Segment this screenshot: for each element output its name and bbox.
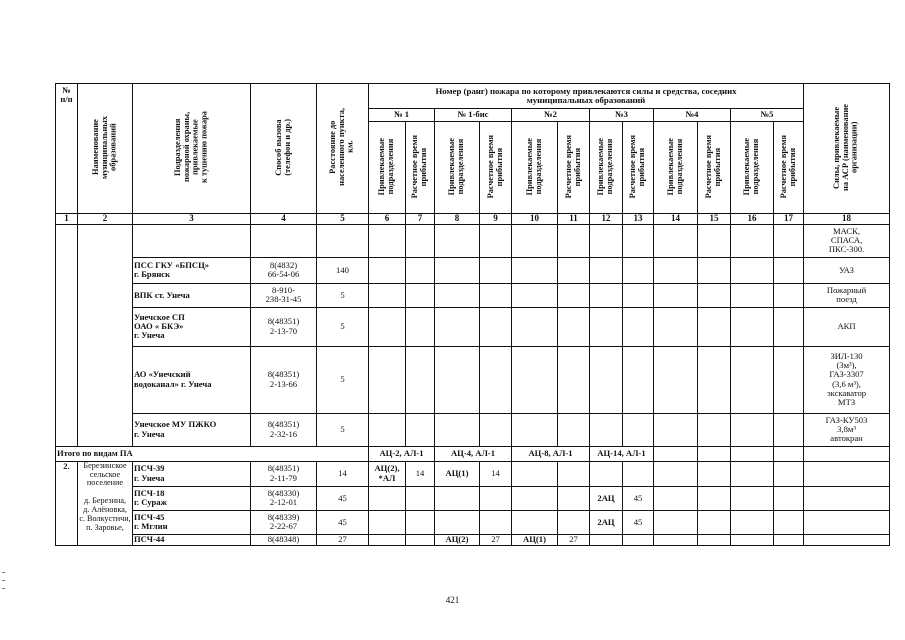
column-number: 8 (435, 214, 480, 225)
header-sub-units: Привлекаемые подразделения (590, 122, 623, 214)
distance-cell: 5 (317, 307, 369, 346)
call-cell: 8(48351) 2-11-79 (251, 461, 317, 486)
header-sub-time: Расчетное время прибытия (558, 122, 590, 214)
unit-cell: ПСЧ-45 г. Мглин (133, 510, 251, 534)
header-municipality: Наименование муниципальных образований (78, 84, 133, 214)
header-num: № п/п (56, 84, 78, 214)
rank-time-cell (623, 534, 654, 545)
unit-cell: ПСЧ-18 г. Сураж (133, 486, 251, 510)
total-rank-2: АЦ-8, АЛ-1 (512, 446, 590, 461)
rank-time-cell (558, 486, 590, 510)
call-cell: 8-910- 238-31-45 (251, 283, 317, 307)
rank-time-cell (406, 510, 435, 534)
rank-time-cell: 27 (480, 534, 512, 545)
rank-units-cell (512, 461, 558, 486)
rank-units-cell: АЦ(1) (435, 461, 480, 486)
header-distance: Расстояние до населенного пункта, км. (317, 84, 369, 214)
unit-cell (133, 224, 251, 257)
column-number: 6 (369, 214, 406, 225)
rank-units-cell (435, 510, 480, 534)
rank-units-cell: АЦ(2) (435, 534, 480, 545)
unit-cell: ПСЧ-39 г. Унеча (133, 461, 251, 486)
call-cell: 8(48351) 2-13-66 (251, 346, 317, 413)
rank-units-cell (512, 486, 558, 510)
header-sub-time: Расчетное время прибытия (623, 122, 654, 214)
rank-units-cell (369, 486, 406, 510)
table-row (56, 346, 890, 413)
call-cell: 8(48339) 2-22-67 (251, 510, 317, 534)
column-number: 1 (56, 214, 78, 225)
header-rank-1: № 1 (369, 109, 435, 122)
table-row (56, 224, 890, 257)
table-row (56, 510, 890, 534)
rank-units-cell (369, 510, 406, 534)
rank-units-cell: АЦ(1) (512, 534, 558, 545)
forces-table (55, 83, 890, 546)
total-label: Итого по видам ПА (56, 446, 369, 461)
page-number: 421 (445, 595, 460, 605)
municipality-cell (78, 224, 133, 446)
rank-units-cell: 2АЦ (590, 510, 623, 534)
table-row (56, 486, 890, 510)
total-rank-1: АЦ-2, АЛ-1 (369, 446, 435, 461)
unit-cell: ПСС ГКУ «БПСЦ» г. Брянск (133, 257, 251, 283)
rank-time-cell (480, 510, 512, 534)
table-row (56, 534, 890, 545)
header-rank-1bis: № 1-бис (435, 109, 512, 122)
unit-cell: Унечское СП ОАО « БКЭ» г. Унеча (133, 307, 251, 346)
header-rank-title: Номер (ранг) пожара по которому привлекаются силы и средства, соседних муниципальных образований (369, 84, 804, 109)
column-number-row (56, 214, 890, 225)
scan-mark (2, 588, 5, 589)
distance-cell: 45 (317, 486, 369, 510)
call-cell: 8(4832) 66-54-06 (251, 257, 317, 283)
rank-units-cell (512, 510, 558, 534)
column-number: 17 (774, 214, 804, 225)
rank-time-cell: 45 (623, 510, 654, 534)
forces-cell: МАСК, СПАСА, ПКС-300. (804, 224, 890, 257)
header-call: Способ вызова (телефон и др.) (251, 84, 317, 214)
rank-units-cell: АЦ(2), *АЛ (369, 461, 406, 486)
rank-time-cell (406, 534, 435, 545)
table-row (56, 257, 890, 283)
rank-units-cell (590, 534, 623, 545)
header-row-1 (56, 84, 890, 109)
header-sub-units: Привлекаемые подразделения (512, 122, 558, 214)
header-sub-units: Привлекаемые подразделения (654, 122, 698, 214)
call-cell (251, 224, 317, 257)
rank-time-cell: 27 (558, 534, 590, 545)
header-sub-time: Расчетное время прибытия (698, 122, 731, 214)
rank-units-cell (435, 486, 480, 510)
rank-time-cell (623, 461, 654, 486)
scan-mark (2, 580, 5, 581)
header-sub-units: Привлекаемые подразделения (435, 122, 480, 214)
header-sub-time: Расчетное время прибытия (774, 122, 804, 214)
rank-time-cell (558, 510, 590, 534)
rank-time-cell (558, 461, 590, 486)
call-cell: 8(48351) 2-13-70 (251, 307, 317, 346)
rank-time-cell: 14 (480, 461, 512, 486)
header-sub-units: Привлекаемые подразделения (369, 122, 406, 214)
column-number: 3 (133, 214, 251, 225)
unit-cell: ПСЧ-44 (133, 534, 251, 545)
row-num-cell: 2. (56, 461, 78, 545)
municipality-cell: Березинское сельское поселение д. Березина, д. Алёновка, с. Волкустичи, п. Заровье, (78, 461, 133, 545)
forces-cell: Пожарный поезд (804, 283, 890, 307)
forces-cell: АКП (804, 307, 890, 346)
column-number: 18 (804, 214, 890, 225)
row-num-cell (56, 224, 78, 446)
unit-cell: АО «Унечский водоканал» г. Унеча (133, 346, 251, 413)
header-sub-time: Расчетное время прибытия (480, 122, 512, 214)
column-number: 11 (558, 214, 590, 225)
distance-cell: 5 (317, 346, 369, 413)
table-row (56, 283, 890, 307)
header-rank-4: №4 (654, 109, 731, 122)
header-rank-5: №5 (731, 109, 804, 122)
total-rank-3: АЦ-14, АЛ-1 (590, 446, 654, 461)
forces-cell: ЗИЛ-130 (3м³), ГАЗ-3307 (3,6 м³), экскаватор МТЗ (804, 346, 890, 413)
header-rank-3: №3 (590, 109, 654, 122)
header-rank-2: №2 (512, 109, 590, 122)
call-cell: 8(48351) 2-32-16 (251, 413, 317, 446)
column-number: 12 (590, 214, 623, 225)
rank-units-cell: 2АЦ (590, 486, 623, 510)
distance-cell: 45 (317, 510, 369, 534)
rank-units-cell (369, 534, 406, 545)
call-cell: 8(48330) 2-12-01 (251, 486, 317, 510)
column-number: 15 (698, 214, 731, 225)
unit-cell: Унечское МУ ПЖКО г. Унеча (133, 413, 251, 446)
distance-cell: 27 (317, 534, 369, 545)
rank-time-cell (406, 486, 435, 510)
distance-cell: 14 (317, 461, 369, 486)
forces-cell: УАЗ (804, 257, 890, 283)
rank-time-cell (480, 486, 512, 510)
distance-cell: 5 (317, 283, 369, 307)
distance-cell: 140 (317, 257, 369, 283)
column-number: 2 (78, 214, 133, 225)
table-row (56, 413, 890, 446)
column-number: 10 (512, 214, 558, 225)
total-rank-1bis: АЦ-4, АЛ-1 (435, 446, 512, 461)
rank-time-cell: 14 (406, 461, 435, 486)
call-cell: 8(48348) (251, 534, 317, 545)
scan-mark (2, 572, 5, 573)
column-number: 16 (731, 214, 774, 225)
header-sub-time: Расчетное время прибытия (406, 122, 435, 214)
total-row (56, 446, 890, 461)
column-number: 14 (654, 214, 698, 225)
column-number: 7 (406, 214, 435, 225)
table-row (56, 307, 890, 346)
table-row (56, 461, 890, 486)
column-number: 5 (317, 214, 369, 225)
distance-cell: 5 (317, 413, 369, 446)
distance-cell (317, 224, 369, 257)
document-page (55, 83, 885, 558)
header-units: Подразделения пожарной охраны, привлекаемые к тушению пожара (133, 84, 251, 214)
column-number: 13 (623, 214, 654, 225)
header-sub-units: Привлекаемые подразделения (731, 122, 774, 214)
header-forces: Силы, привлекаемые на АСР (наименование организации) (804, 84, 890, 214)
rank-units-cell (590, 461, 623, 486)
column-number: 9 (480, 214, 512, 225)
rank-time-cell: 45 (623, 486, 654, 510)
column-number: 4 (251, 214, 317, 225)
unit-cell: ВПК ст. Унеча (133, 283, 251, 307)
forces-cell: ГАЗ-КУ503 3,8м³ автокран (804, 413, 890, 446)
